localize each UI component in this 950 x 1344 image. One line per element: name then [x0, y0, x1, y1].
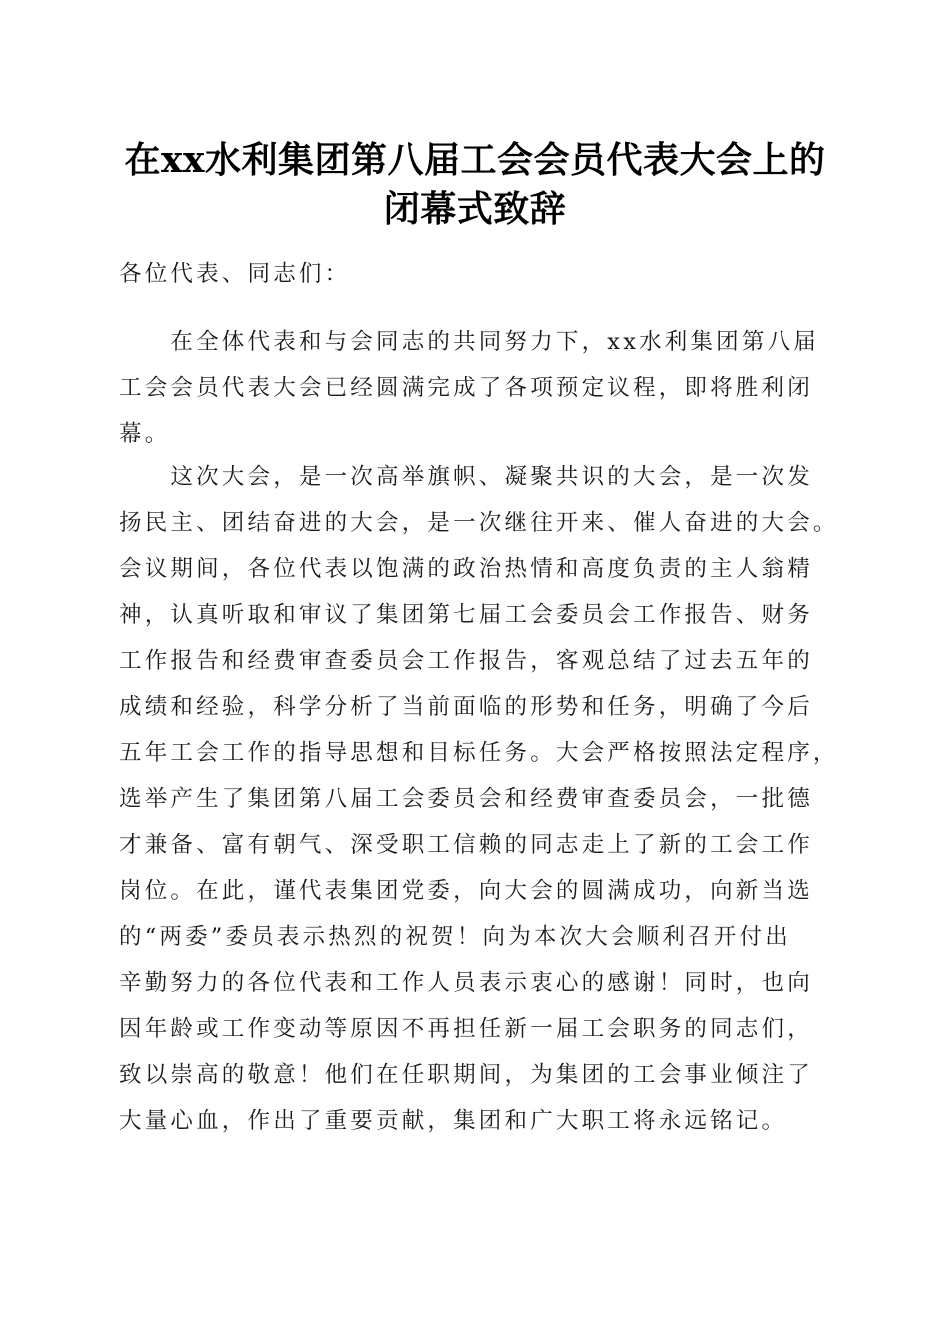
paragraph-line: 这次大会，是一次高举旗帜、凝聚共识的大会，是一次发 [119, 464, 813, 490]
paragraph-line: 才兼备、富有朝气、深受职工信赖的同志走上了新的工会工作 [119, 832, 813, 858]
paragraph-line: 成绩和经验，科学分析了当前面临的形势和任务，明确了今后 [119, 694, 813, 720]
document-title-line-2: 闭幕式致辞 [383, 188, 567, 230]
paragraph-line: 扬民主、团结奋进的大会，是一次继往开来、催人奋进的大会。 [119, 510, 839, 536]
paragraph-line: 岗位。在此，谨代表集团党委，向大会的圆满成功，向新当选 [119, 878, 813, 904]
paragraph-line: 的“两委”委员表示热烈的祝贺！向为本次大会顺利召开付出 [119, 924, 791, 950]
paragraph-line: 幕。 [119, 421, 171, 447]
paragraph-line: 因年龄或工作变动等原因不再担任新一届工会职务的同志们， [119, 1016, 813, 1042]
paragraph-line: 工会会员代表大会已经圆满完成了各项预定议程，即将胜利闭 [119, 375, 813, 401]
paragraph-line: 大量心血，作出了重要贡献，集团和广大职工将永远铭记。 [119, 1108, 788, 1134]
paragraph-line: 工作报告和经费审查委员会工作报告，客观总结了过去五年的 [119, 648, 813, 674]
paragraph-line: 五年工会工作的指导思想和目标任务。大会严格按照法定程序， [119, 740, 839, 766]
paragraph-line: 辛勤努力的各位代表和工作人员表示衷心的感谢！同时，也向 [119, 970, 813, 996]
paragraph-line: 选举产生了集团第八届工会委员会和经费审查委员会，一批德 [119, 786, 813, 812]
document-title-line-1: 在xx水利集团第八届工会会员代表大会上的 [124, 139, 826, 181]
paragraph-line: 在全体代表和与会同志的共同努力下，xx水利集团第八届 [119, 329, 819, 355]
paragraph-line: 会议期间，各位代表以饱满的政治热情和高度负责的主人翁精 [119, 556, 813, 582]
paragraph-line: 致以崇高的敬意！他们在任职期间，为集团的工会事业倾注了 [119, 1062, 813, 1088]
paragraph-line: 神，认真听取和审议了集团第七届工会委员会工作报告、财务 [119, 602, 813, 628]
salutation: 各位代表、同志们： [119, 261, 351, 287]
